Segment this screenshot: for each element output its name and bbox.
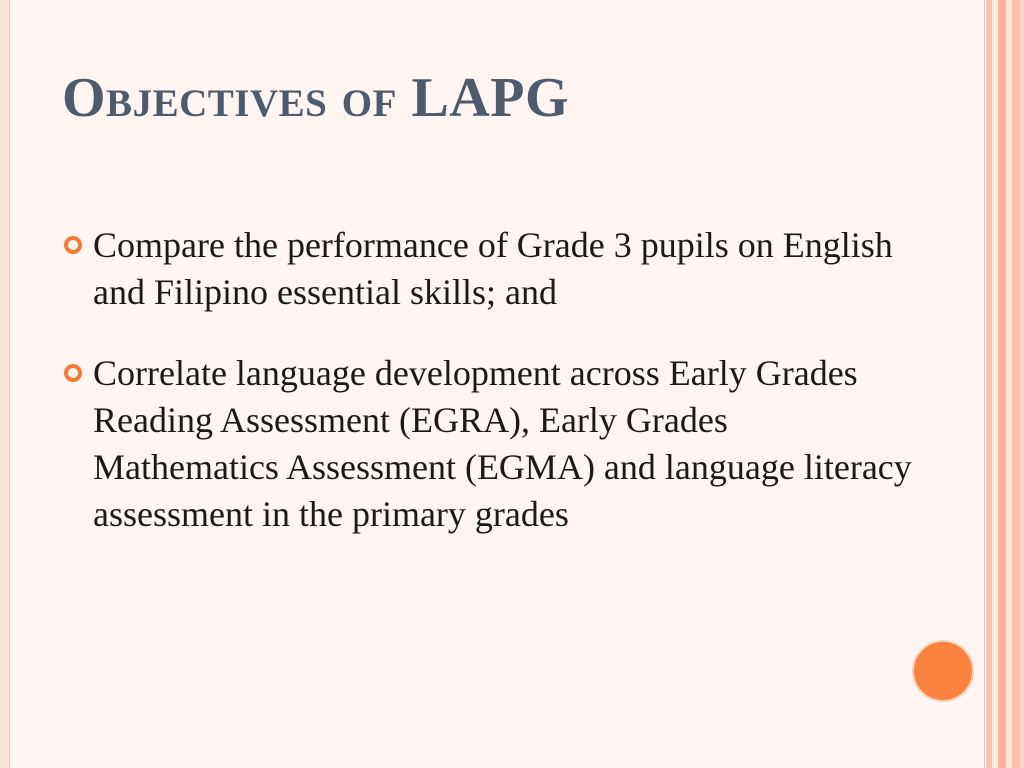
stripe [1012,0,1020,768]
bullet-text: Correlate language development across Early Grades Reading Assessment (EGRA), Early Grades Mathematics Assessment (EGMA) and language literacy assessment in the primary grades [93,353,912,534]
slide-title: Objectives of LAPG [62,67,570,129]
circle-bullet-icon [64,236,82,254]
stripe [998,0,1006,768]
decorative-orange-circle [912,640,974,702]
bullet-list [62,222,922,572]
stripe [1020,0,1024,768]
bullet-item [62,222,922,316]
decorative-stripes [986,0,1024,768]
bullet-item [62,350,922,538]
left-border [0,0,9,768]
circle-bullet-icon [64,364,82,382]
bullet-text: Compare the performance of Grade 3 pupils on English and Filipino essential skills; and [93,225,893,312]
